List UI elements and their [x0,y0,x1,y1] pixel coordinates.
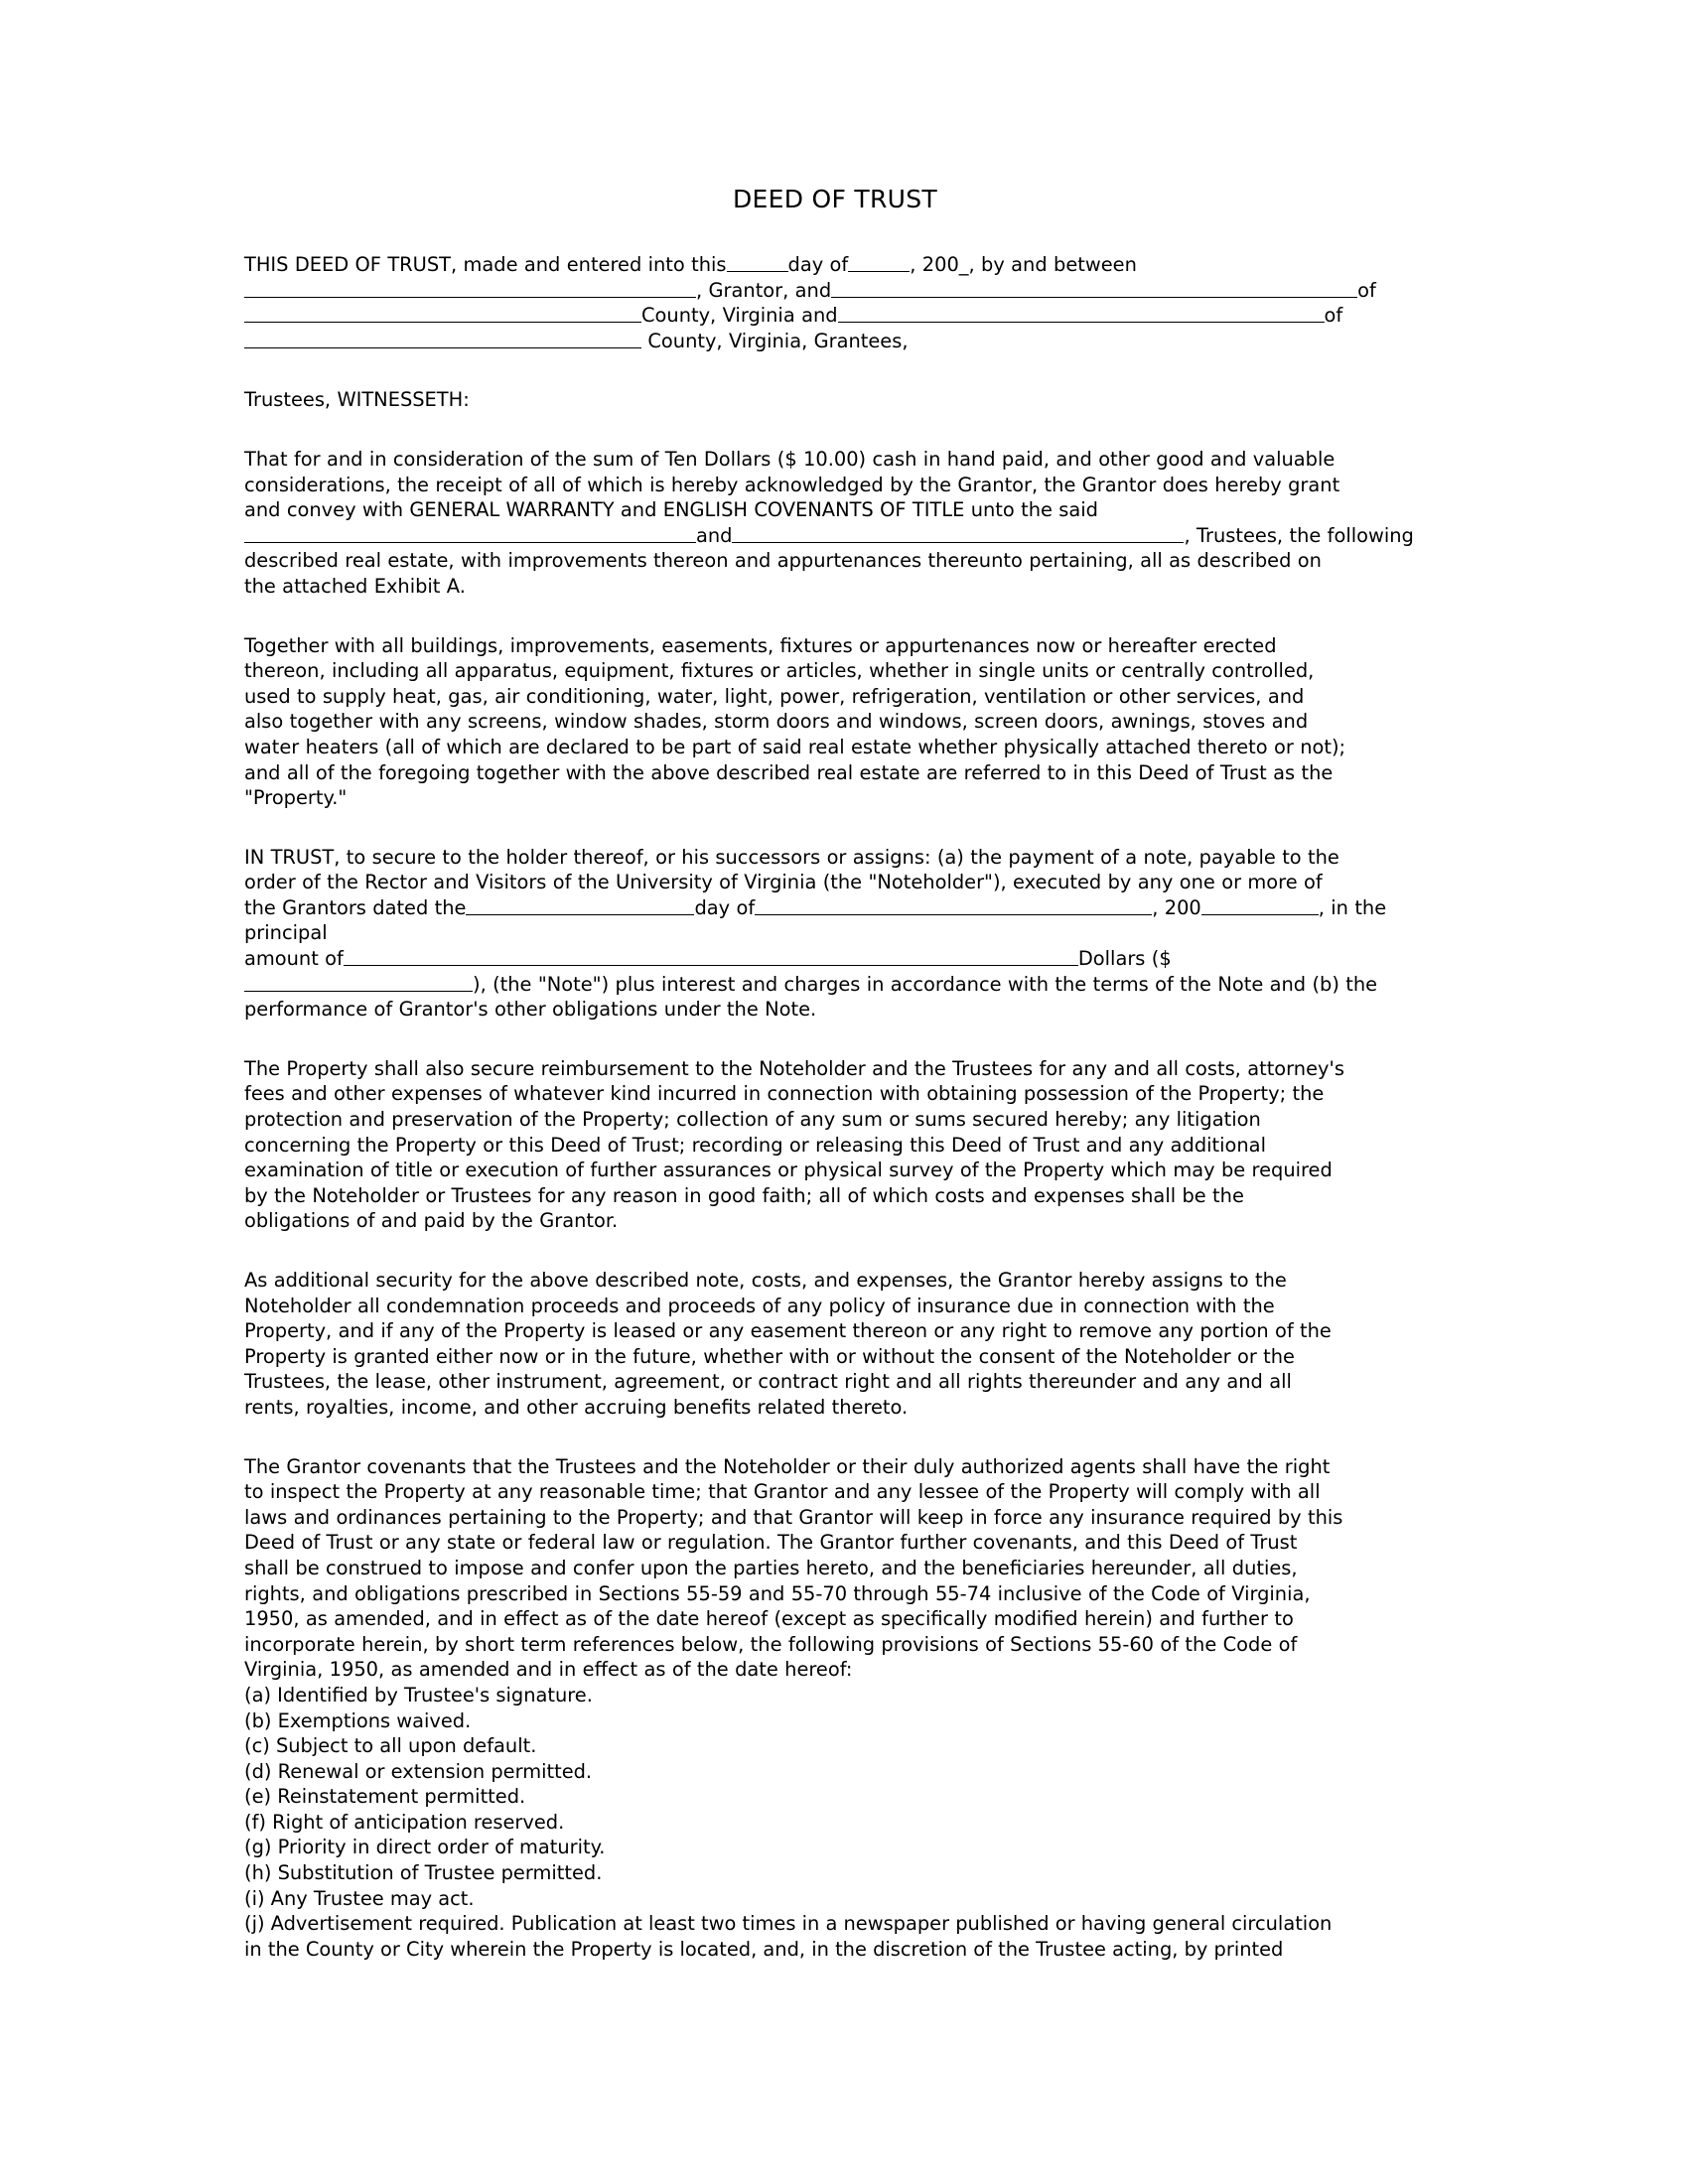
advertisement-line-2: in the County or City wherein the Property is located, and, in the discretion of the Trustee acting, by printed [244,1937,1284,1961]
intro-line-2 [244,278,1426,304]
in-trust-line-4-a: amount of [244,947,344,971]
consideration-line-1: That for and in consideration of the sum of Ten Dollars ($ 10.00) cash in hand paid, and other good and valuable [244,447,1336,471]
consideration-line-5: described real estate, with improvements thereon and appurtenances thereunto pertaining, all as described on [244,549,1322,573]
witnesseth-paragraph [244,387,1426,413]
reimbursement-line-3: protection and preservation of the Property; collection of any sum or sums secured hereby; any litigation [244,1108,1261,1132]
list-item: (g) Priority in direct order of maturity. [244,1836,606,1859]
witnesseth-line: Trustees, WITNESSETH: [244,388,470,412]
consideration-line-4-mid: and [696,523,733,547]
blank-grantor-name[interactable] [244,280,696,298]
reimbursement-paragraph [244,1056,1426,1234]
reimbursement-line-4: concerning the Property or this Deed of Trust; recording or releasing this Deed of Trust and any additional [244,1133,1266,1157]
blank-trustee-two[interactable] [732,525,1184,543]
covenants-line-4: Deed of Trust or any state or federal law or regulation. The Grantor further covenants, and this Deed of Trust [244,1531,1298,1555]
intro-line-3-text-b: of [1324,304,1343,328]
in-trust-line-3-a: the Grantors dated the [244,895,467,919]
blank-county-one[interactable] [244,305,641,323]
list-item: (f) Right of anticipation reserved. [244,1810,565,1834]
intro-line-3-text-a: County, Virginia and [641,304,838,328]
in-trust-line-1: IN TRUST, to secure to the holder thereof, or his successors or assigns: (a) the payment of a note, payable to the [244,845,1339,869]
together-with-line-1: Together with all buildings, improvements, easements, fixtures or appurtenances now or hereafter erected [244,633,1277,657]
intro-line-1-text-c: , 200_, by and between [910,253,1137,276]
covenants-line-7: 1950, as amended, and in effect as of the date hereof (except as specifically modified herein) and further to [244,1607,1294,1631]
covenants-line-9: Virginia, 1950, as amended and in effect as of the date hereof: [244,1658,853,1682]
blank-county-two[interactable] [244,331,641,348]
reimbursement-line-7: obligations of and paid by the Grantor. [244,1209,619,1233]
blank-trustee-one[interactable] [244,525,696,543]
additional-security-line-6: rents, royalties, income, and other accruing benefits related thereto. [244,1395,909,1419]
together-with-line-4: also together with any screens, window shades, storm doors and windows, screen doors, awnings, stoves and [244,710,1309,734]
reimbursement-line-5: examination of title or execution of further assurances or physical survey of the Property which may be required [244,1159,1333,1182]
in-trust-paragraph [244,845,1426,1023]
covenants-paragraph [244,1454,1426,1683]
in-trust-line-3 [244,895,1426,946]
provisions-list [244,1683,1426,1911]
together-with-line-2: thereon, including all apparatus, equipment, fixtures or articles, whether in single units or centrally controlled, [244,659,1315,683]
additional-security-line-2: Noteholder all condemnation proceeds and proceeds of any policy of insurance due in connection with the [244,1294,1275,1317]
document-body [244,185,1426,1962]
page-title: DEED OF TRUST [732,185,938,213]
reimbursement-line-6: by the Noteholder or Trustees for any reason in good faith; all of which costs and expenses shall be the [244,1183,1244,1207]
reimbursement-line-1: The Property shall also secure reimbursement to the Noteholder and the Trustees for any and all costs, attorney's [244,1056,1344,1080]
consideration-paragraph [244,447,1426,600]
in-trust-line-2: order of the Rector and Visitors of the University of Virginia (the "Noteholder"), executed by any one or more of [244,871,1323,894]
covenants-line-6: rights, and obligations prescribed in Sections 55-59 and 55-70 through 55-74 inclusive of the Code of Virginia, [244,1581,1311,1605]
intro-line-2-text-a: , Grantor, and [696,278,832,302]
additional-security-line-5: Trustees, the lease, other instrument, agreement, or contract right and all rights thereunder and any and all [244,1370,1292,1394]
list-item: (b) Exemptions waived. [244,1708,472,1732]
intro-line-1 [244,252,1426,278]
list-item: (h) Substitution of Trustee permitted. [244,1861,603,1885]
in-trust-line-3-c: , 200 [1152,895,1201,919]
in-trust-line-5-a: ), (the "Note") plus interest and charges in accordance with the terms of the Note and (b) the [473,972,1378,996]
list-item: (c) Subject to all upon default. [244,1734,537,1758]
blank-note-month[interactable] [755,897,1152,915]
additional-security-line-4: Property is granted either now or in the future, whether with or without the consent of the Noteholder or the [244,1344,1295,1368]
additional-security-paragraph [244,1268,1426,1421]
in-trust-line-4 [244,946,1426,972]
intro-line-4 [244,329,1426,354]
together-with-line-3: used to supply heat, gas, air conditioning, water, light, power, refrigeration, ventilation or other services, and [244,684,1305,708]
together-with-line-7: "Property." [244,786,348,810]
intro-line-2-text-b: of [1357,278,1376,302]
covenants-line-5: shall be construed to impose and confer upon the parties hereto, and the beneficiaries hereunder, all duties, [244,1556,1298,1579]
consideration-line-4-end: , Trustees, the following [1184,523,1414,547]
together-with-line-5: water heaters (all of which are declared to be part of said real estate whether physically attached thereto or not); [244,735,1346,758]
covenants-line-3: laws and ordinances pertaining to the Property; and that Grantor will keep in force any insurance required by this [244,1505,1343,1529]
consideration-line-3: and convey with GENERAL WARRANTY and ENGLISH COVENANTS OF TITLE unto the said [244,498,1098,522]
in-trust-line-3-d: , in the principal [244,895,1387,945]
list-item: (d) Renewal or extension permitted. [244,1759,593,1783]
consideration-line-6: the attached Exhibit A. [244,574,466,598]
blank-principal-amount[interactable] [344,948,1078,966]
blank-note-day[interactable] [466,897,694,915]
together-with-paragraph [244,633,1426,811]
additional-security-line-3: Property, and if any of the Property is leased or any easement thereon or any right to remove any portion of the [244,1319,1332,1343]
together-with-line-6: and all of the foregoing together with the above described real estate are referred to in this Deed of Trust as the [244,760,1334,784]
reimbursement-line-2: fees and other expenses of whatever kind incurred in connection with obtaining possession of the Property; the [244,1082,1325,1106]
blank-note-year[interactable] [1201,897,1319,915]
covenants-line-8: incorporate herein, by short term references below, the following provisions of Sections 55-60 of the Code of [244,1632,1298,1656]
list-item: (a) Identified by Trustee's signature. [244,1683,593,1706]
intro-paragraph [244,252,1426,353]
advertisement-item [244,1911,1426,1962]
intro-line-4-text-a: County, Virginia, Grantees, [647,329,909,352]
list-item: (e) Reinstatement permitted. [244,1785,526,1809]
advertisement-line-1: (j) Advertisement required. Publication at least two times in a newspaper published or having general circulation [244,1912,1333,1936]
in-trust-line-6: performance of Grantor's other obligations under the Note. [244,998,817,1022]
blank-day[interactable] [727,254,788,272]
in-trust-line-3-b: day of [694,895,756,919]
in-trust-line-5 [244,972,1426,998]
list-item: (i) Any Trustee may act. [244,1886,475,1910]
blank-grantee-two[interactable] [838,305,1325,323]
blank-grantee-one[interactable] [831,280,1357,298]
additional-security-line-1: As additional security for the above described note, costs, and expenses, the Grantor hereby assigns to the [244,1269,1287,1292]
blank-amount-numeric[interactable] [244,974,473,992]
intro-line-1-text-b: day of [787,253,849,276]
covenants-line-2: to inspect the Property at any reasonable time; that Grantor and any lessee of the Property will comply with all [244,1480,1321,1504]
intro-line-1-text-a: THIS DEED OF TRUST, made and entered into this [244,253,727,276]
intro-line-3 [244,303,1426,329]
consideration-line-2: considerations, the receipt of all of which is hereby acknowledged by the Grantor, the Grantor does hereby grant [244,473,1340,496]
in-trust-line-4-b: Dollars ($ [1077,947,1172,971]
consideration-line-4 [244,523,1426,549]
covenants-line-1: The Grantor covenants that the Trustees and the Noteholder or their duly authorized agents shall have the right [244,1454,1331,1478]
blank-month[interactable] [848,254,910,272]
